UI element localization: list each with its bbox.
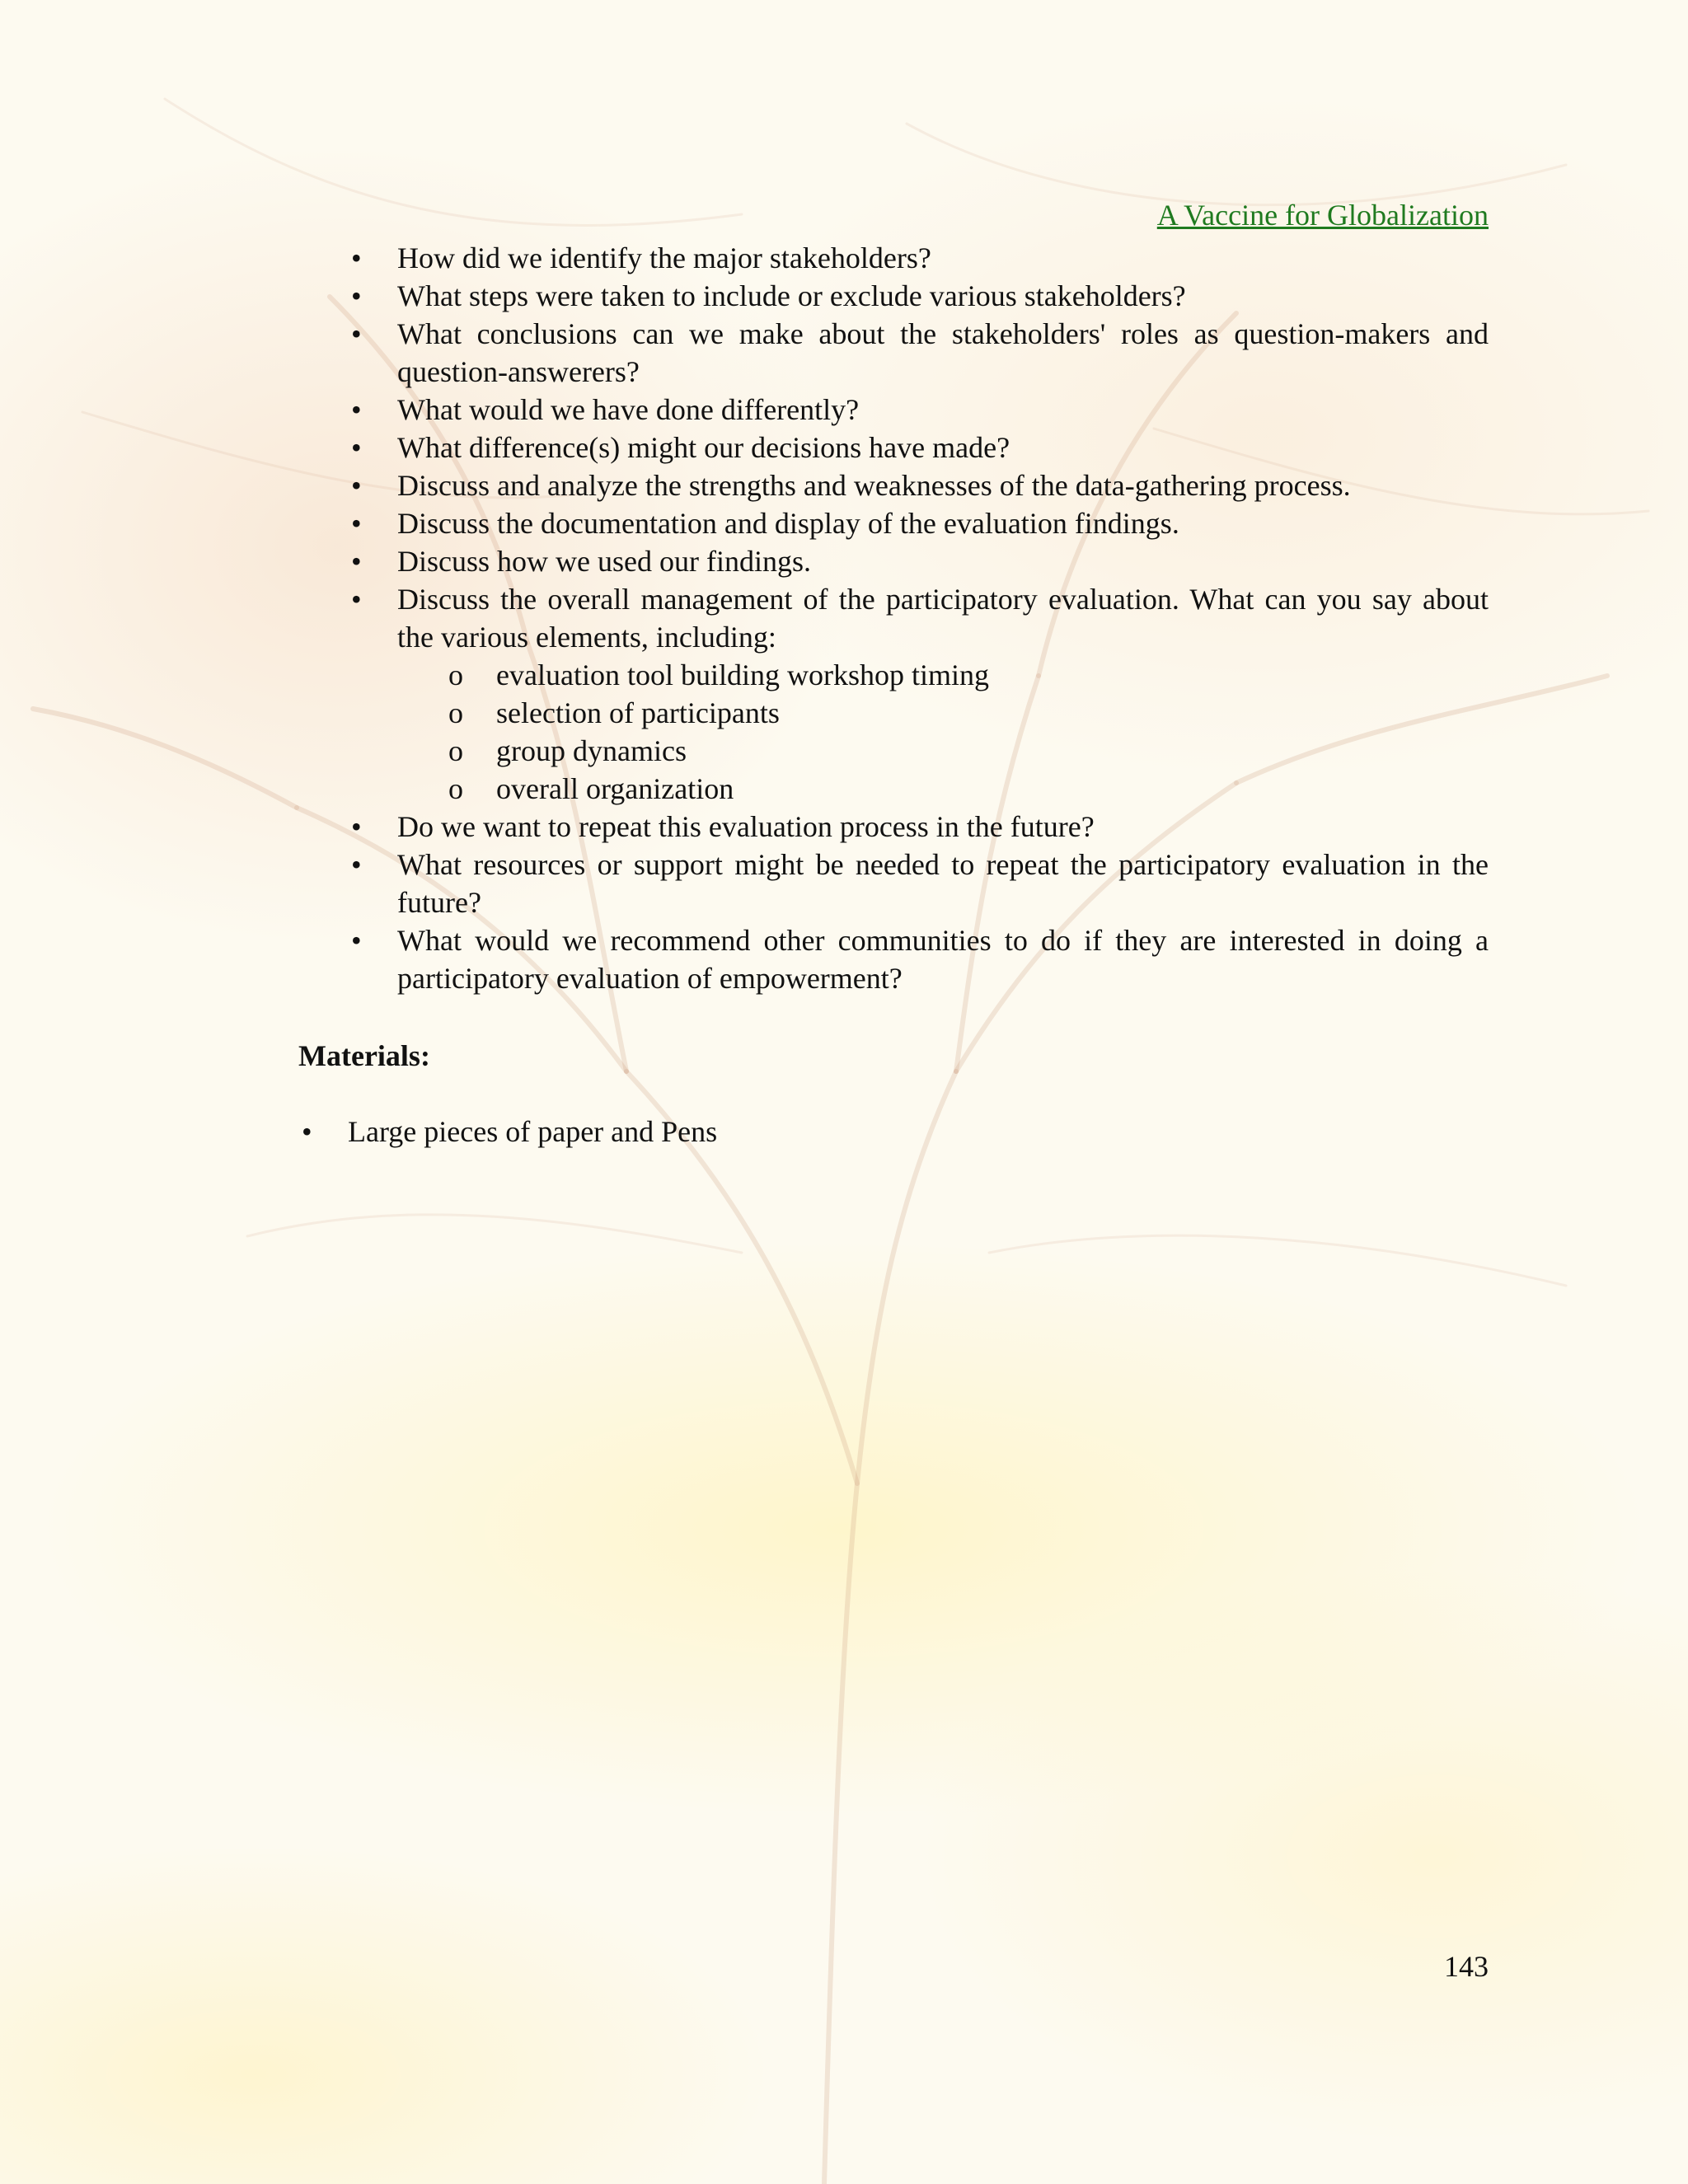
list-item: • Discuss how we used our findings. [298,542,1489,580]
list-item: • What conclusions can we make about the stakeholders' roles as question-makers and question-answerers? [298,315,1489,391]
bullet-icon: • [351,279,362,312]
bullet-icon: • [351,317,362,350]
materials-list [298,1113,1489,1151]
reflection-questions-list [298,239,1489,997]
list-item: • Discuss and analyze the strengths and weaknesses of the data-gathering process. [298,466,1489,504]
bullet-icon: • [351,507,362,540]
bullet-icon: • [351,241,362,274]
list-item: • Discuss the documentation and display of the evaluation findings. [298,504,1489,542]
hollow-bullet-icon: o [448,734,463,767]
bullet-icon: • [351,924,362,957]
list-item: • What would we have done differently? [298,391,1489,429]
bullet-icon: • [351,431,362,464]
document-body [298,239,1489,1151]
sub-list-item: o evaluation tool building workshop timing [298,656,1489,694]
hollow-bullet-icon: o [448,696,463,729]
bullet-icon: • [351,545,362,578]
list-item: • Discuss the overall management of the participatory evaluation. What can you say about the various elements, including: o evaluation tool building workshop timing o selection of participants o group dynamics o overall organization [298,580,1489,808]
bullet-icon: • [351,469,362,502]
list-item: • How did we identify the major stakeholders? [298,239,1489,277]
materials-heading: Materials: [298,1039,430,1072]
bullet-icon: • [351,848,362,881]
list-item: • What difference(s) might our decisions have made? [298,429,1489,466]
hollow-bullet-icon: o [448,772,463,805]
sub-list-item: o group dynamics [298,732,1489,770]
bullet-icon: • [302,1115,312,1148]
sub-list-item: o selection of participants [298,694,1489,732]
list-item: • What resources or support might be needed to repeat the participatory evaluation in the future? [298,846,1489,921]
hollow-bullet-icon: o [448,658,463,691]
list-item: • Large pieces of paper and Pens [298,1113,1489,1151]
bullet-icon: • [351,393,362,426]
bullet-icon: • [351,810,362,843]
list-item: • What steps were taken to include or exclude various stakeholders? [298,277,1489,315]
management-elements-list [397,656,1489,808]
list-item: • Do we want to repeat this evaluation process in the future? [298,808,1489,846]
sub-list-item: o overall organization [298,770,1489,808]
header-title[interactable]: A Vaccine for Globalization [1156,199,1489,232]
list-item: • What would we recommend other communities to do if they are interested in doing a participatory evaluation of empowerment? [298,921,1489,997]
bullet-icon: • [351,583,362,616]
page-number: 143 [1444,1950,1489,1983]
